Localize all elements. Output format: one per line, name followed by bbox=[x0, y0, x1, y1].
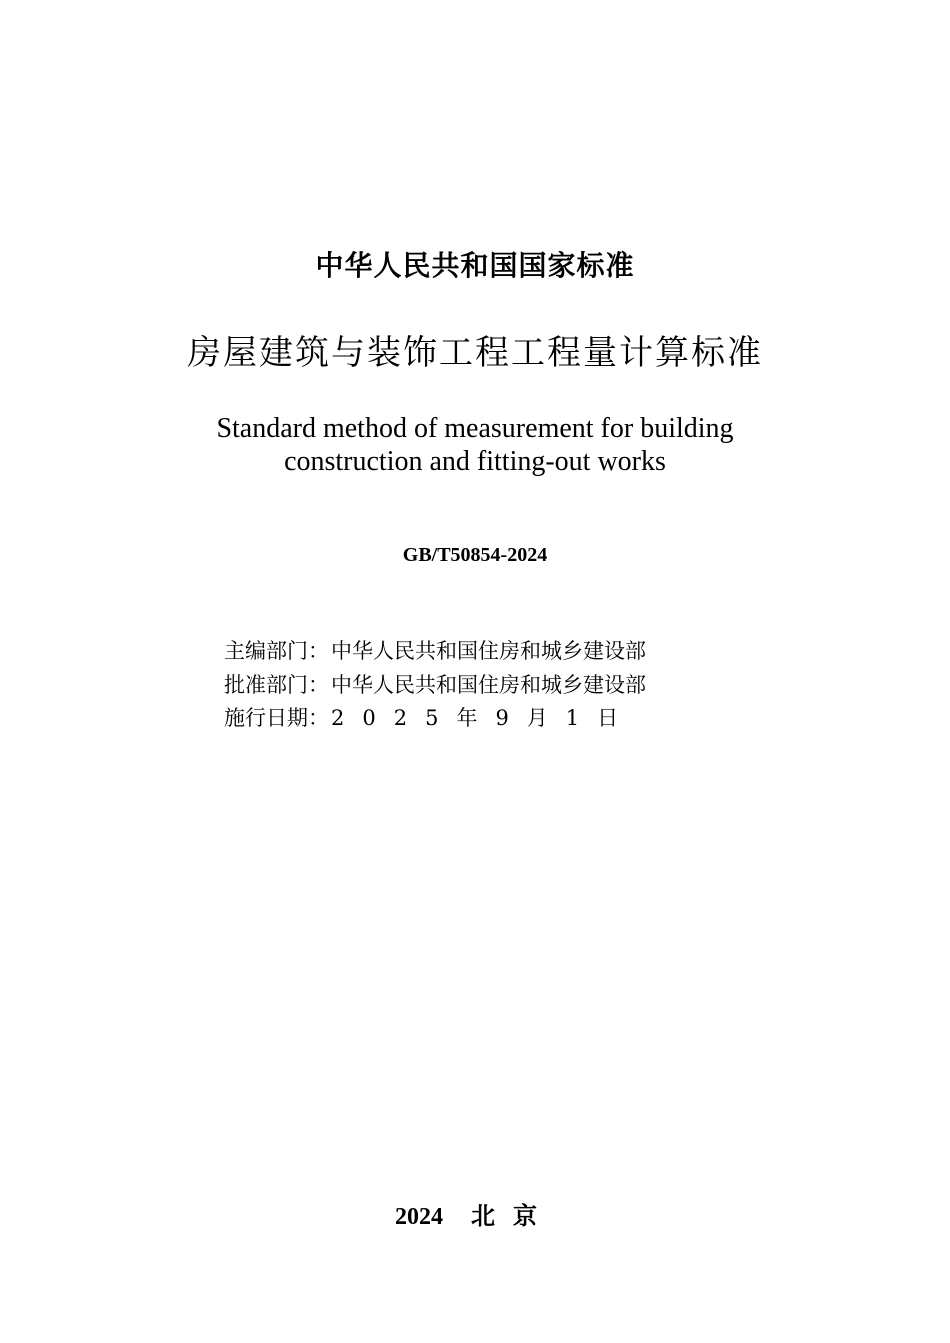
editor-department-value: 中华人民共和国住房和城乡建设部 bbox=[331, 639, 646, 663]
editor-department-label: 主编部门： bbox=[224, 639, 329, 663]
english-title-line-1: Standard method of measurement for building bbox=[216, 413, 734, 444]
approver-department-label: 批准部门： bbox=[224, 673, 329, 697]
editor-department-row bbox=[224, 636, 646, 666]
standard-code: GB/T50854-2024 bbox=[402, 544, 548, 566]
publication-footer bbox=[0, 1200, 950, 1233]
effective-date-value: 2025年9月1日 bbox=[331, 706, 637, 730]
standard-series-heading: 中华人民共和国国家标准 bbox=[315, 249, 635, 282]
chinese-title: 房屋建筑与装饰工程工程量计算标准 bbox=[187, 333, 763, 373]
publication-city: 北京 bbox=[471, 1202, 555, 1230]
effective-date-label: 施行日期： bbox=[224, 706, 329, 730]
publication-year: 2024 bbox=[395, 1204, 443, 1230]
approver-department-row bbox=[224, 670, 646, 700]
approver-department-value: 中华人民共和国住房和城乡建设部 bbox=[331, 673, 646, 697]
effective-date-row bbox=[224, 703, 636, 733]
english-title-line-2: construction and fitting-out works bbox=[284, 446, 666, 477]
